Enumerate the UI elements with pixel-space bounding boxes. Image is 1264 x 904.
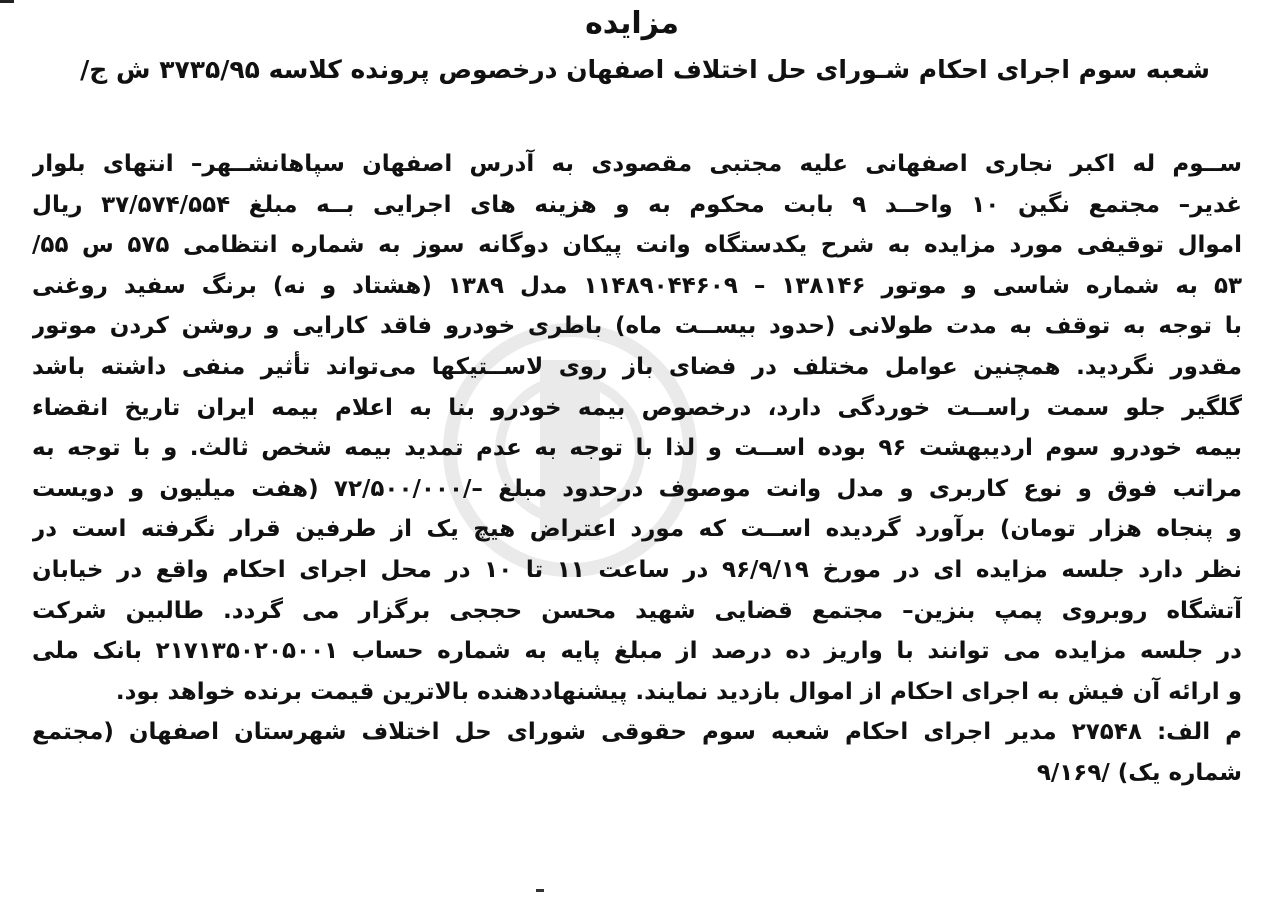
body-line: با توجه به توقف به مدت طولانی (حدود بیســت ماه) باطری خودرو فاقد کارایی و روشن کردن موتور [32,313,1242,340]
body-line: نظر دارد جلسه مزایده ای در مورخ ۹۶/۹/۱۹ در ساعت ۱۱ تا ۱۰ در محل اجرای احکام واقع در خیابان [32,556,1242,583]
body-line: در جلسه مزایده می توانند با واریز ده درصد از مبلغ پایه به شماره حساب ۲۱۷۱۳۵۰۲۰۵۰۰۱ بانک ملی [32,638,1242,665]
body-line: م الف: ۲۷۵۴۸ مدیر اجرای احکام شعبه سوم حقوقی شورای حل اختلاف شهرستان اصفهان (مجتمع [32,719,1242,746]
notice-body [32,144,1242,794]
body-line: ســوم له اکبر نجاری اصفهانی علیه مجتبی مقصودی به آدرس اصفهان سپاهانشــهر– انتهای بلوار [32,151,1242,177]
body-line: گلگیر جلو سمت راســت خوردگی دارد، درخصوص بیمه خودرو بنا به اعلام بیمه ایران تاریخ انقضاء [32,394,1242,421]
notice-subtitle: شعبه سوم اجرای احکام شـورای حل اختلاف اصفهان درخصوص پرونده کلاسه ۳۷۳۵/۹۵ ش ج/ [80,55,1210,84]
body-line: مقدور نگردید. همچنین عوامل مختلف در فضای باز روی لاســتیکها می‌تواند تأثیر منفی داشته باشد [32,353,1242,380]
body-line: بیمه خودرو سوم اردیبهشت ۹۶ بوده اســت و لذا با توجه به عدم تمدید بیمه شخص ثالث. و با توجه به [32,435,1242,462]
body-line: ۵۳ به شماره شاسی و موتور ۱۳۸۱۴۶ – ۱۱۴۸۹۰۴۴۶۰۹ مدل ۱۳۸۹ (هشتاد و نه) برنگ سفید روغنی [32,272,1242,299]
bottom-tick-mark [536,889,544,892]
body-line: آتشگاه روبروی پمپ بنزین– مجتمع قضایی شهید محسن حججی برگزار می گردد. طالبین شرکت [32,597,1242,624]
body-line: و ارائه آن فیش به اجرای احکام از اموال بازدید نمایند. پیشنهاددهنده بالاترین قیمت برنده خواهد بود. [115,678,1242,705]
notice-title: مزایده [585,6,679,41]
body-line: و پنجاه هزار تومان) برآورد گردیده اســت که مورد اعتراض هیچ یک از طرفین قرار نگرفته است در [32,516,1242,543]
body-line: غدیر– مجتمع نگین ۱۰ واحــد ۹ بابت محکوم به و هزینه های اجرایی بــه مبلغ ۳۷/۵۷۴/۵۵۴ ریال [32,191,1242,218]
body-line: مراتب فوق و نوع کاربری و مدل وانت موصوف درحدود مبلغ –/۷۲/۵۰۰/۰۰۰ (هفت میلیون و دویست [32,475,1242,502]
body-line: اموال توقیفی مورد مزایده به شرح یکدستگاه وانت پیکان دوگانه سوز به شماره انتظامی ۵۷۵ س ۵۵/ [32,232,1242,259]
body-line: شماره یک) /۹/۱۶۹ [1036,759,1242,786]
